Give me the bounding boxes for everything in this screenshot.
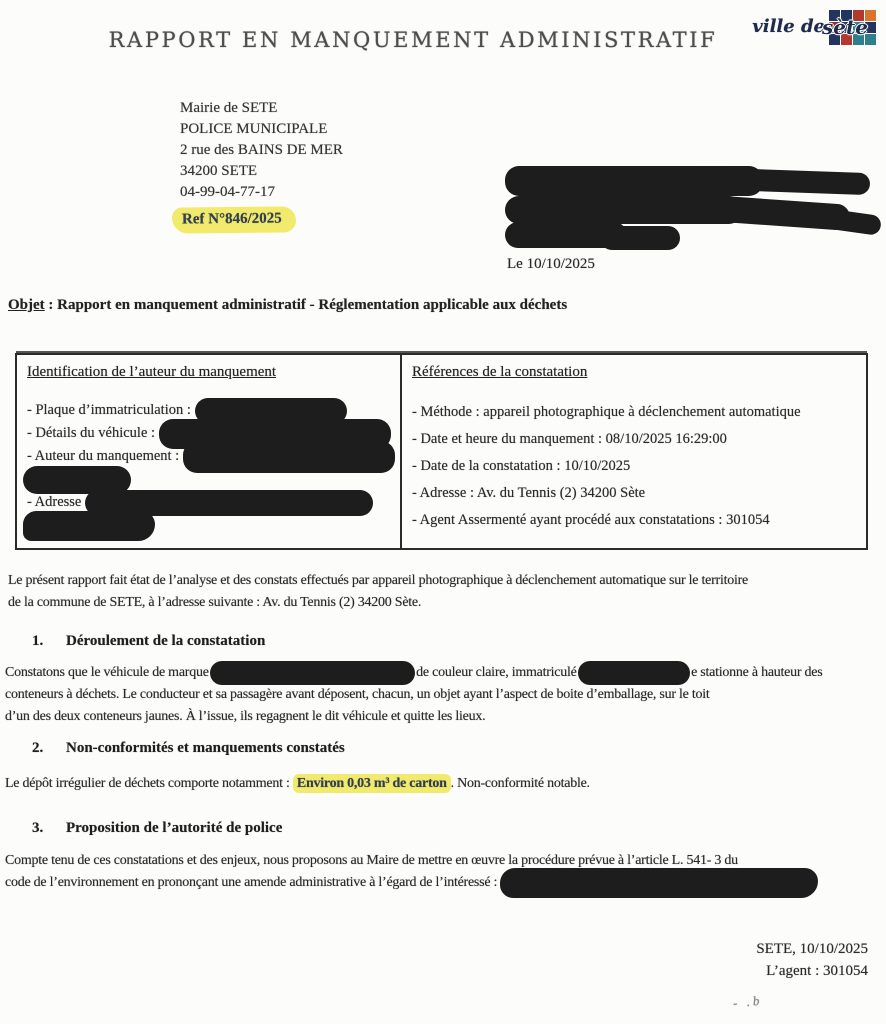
redaction-bar [210, 661, 415, 685]
section-number: 1. [32, 633, 44, 649]
redaction-bar [505, 196, 743, 224]
paragraph-line [5, 662, 822, 684]
section-2-paragraph [5, 773, 590, 795]
table-row: - Adresse : Av. du Tennis (2) 34200 Sète [412, 485, 646, 501]
date-line: Le 10/10/2025 [507, 256, 595, 272]
section-1-heading [32, 633, 265, 650]
paragraph-line [5, 773, 590, 795]
redaction-bar [822, 208, 882, 236]
intro-paragraph [8, 570, 748, 614]
paragraph-line: conteneurs à déchets. Le conducteur et sa passagère avant déposent, chacun, un objet ayant l’aspect de boite d’emballage, sur le toit [5, 687, 710, 702]
sender-line: POLICE MUNICIPALE [180, 121, 328, 137]
paragraph-text: code de l’environnement en prononçant une amende administrative à l’égard de l’intéressé : [5, 875, 498, 890]
table-header-identification: Identification de l’auteur du manquement [27, 364, 277, 380]
logo-mark [822, 10, 878, 47]
logo-text-prefix: ville de [752, 16, 825, 37]
section-3-heading [32, 820, 282, 837]
section-number: 2. [32, 740, 44, 756]
section-1-paragraph [5, 662, 822, 728]
objet-label: Objet [8, 297, 45, 313]
logo-word: sète [822, 15, 868, 39]
sender-line: 2 rue des BAINS DE MER [180, 142, 343, 158]
table-row [27, 514, 390, 537]
redacted-recipient-block [505, 160, 870, 252]
table-row: - Agent Assermenté ayant procédé aux constatations : 301054 [412, 512, 770, 528]
sender-line: 34200 SETE [180, 163, 258, 179]
constat-table [15, 353, 868, 550]
sender-address-block [180, 98, 343, 203]
paragraph-text: de couleur claire, immatriculé [416, 665, 577, 680]
section-2-heading [32, 740, 345, 757]
signature-mark: - .b [732, 992, 763, 1011]
section-number: 3. [32, 820, 44, 836]
paragraph-line [5, 872, 818, 894]
paragraph-line: de la commune de SETE, à l’adresse suivante : Av. du Tennis (2) 34200 Sète. [8, 595, 422, 610]
table-row: - Date et heure du manquement : 08/10/2025 16:29:00 [412, 431, 727, 447]
objet-line [8, 297, 567, 314]
paragraph-text: . Non-conformité notable. [450, 776, 590, 791]
field-label: - Détails du véhicule : [27, 425, 156, 441]
field-label: - Adresse [27, 494, 82, 510]
section-3-paragraph [5, 850, 818, 894]
redaction-bar [23, 511, 155, 541]
paragraph-line: d’un des deux conteneurs jaunes. À l’issue, ils regagnent le dit véhicule et quitte les lieux. [5, 709, 486, 724]
paragraph-line: Compte tenu de ces constatations et des enjeux, nous proposons au Maire de mettre en œuvre la procédure prévue à l’article L. 541- 3 du [5, 853, 738, 868]
paragraph-text: e stationne à hauteur des [691, 665, 823, 680]
redaction-bar [183, 441, 395, 473]
objet-text: : Rapport en manquement administratif - Réglementation applicable aux déchets [44, 297, 568, 313]
table-row [27, 445, 390, 468]
paragraph-text: Le dépôt irrégulier de déchets comporte notamment : [5, 776, 293, 791]
table-cell-identification [17, 355, 402, 548]
table-row: - Méthode : appareil photographique à déclenchement automatique [412, 404, 801, 420]
table-header-references: Références de la constatation [412, 364, 588, 380]
paragraph-text: Constatons que le véhicule de marque [5, 665, 209, 680]
section-title: Non-conformités et manquements constatés [66, 740, 345, 756]
reference-number-highlight: Ref N°846/2025 [172, 206, 296, 233]
redaction-bar [500, 868, 818, 898]
closing-agent: L’agent : 301054 [766, 963, 868, 979]
field-label: - Auteur du manquement : [27, 448, 180, 464]
page-title: RAPPORT EN MANQUEMENT ADMINISTRATIF [108, 28, 718, 52]
section-title: Proposition de l’autorité de police [66, 820, 283, 836]
sender-line: Mairie de SETE [180, 100, 278, 116]
field-label: - Plaque d’immatriculation : [27, 402, 191, 418]
highlighted-text: Environ 0,03 m³ de carton [293, 774, 451, 793]
table-cell-references [402, 355, 866, 548]
sender-line: 04-99-04-77-17 [180, 184, 275, 200]
table-row: - Date de la constatation : 10/10/2025 [412, 458, 631, 474]
redaction-bar [578, 661, 690, 685]
section-title: Déroulement de la constatation [66, 633, 266, 649]
redaction-bar [600, 226, 680, 250]
closing-block [756, 938, 868, 982]
closing-place-date: SETE, 10/10/2025 [756, 941, 868, 957]
paragraph-line: Le présent rapport fait état de l’analyse et des constats effectués par appareil photographique à déclenchement automatique sur le territoire [8, 573, 748, 588]
